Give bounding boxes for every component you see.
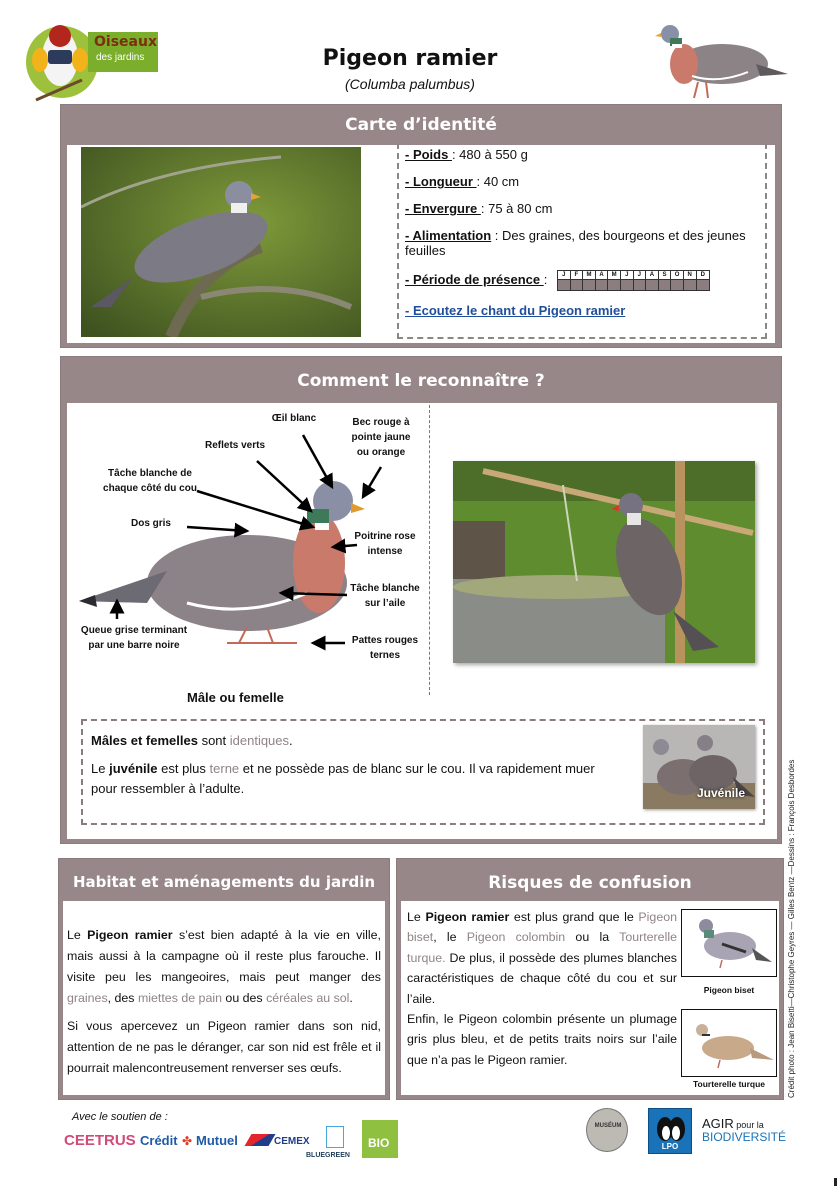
juv-text-2: est plus bbox=[157, 761, 210, 776]
oiseaux-des-jardins-logo bbox=[22, 14, 162, 106]
fact-label: - Longueur bbox=[405, 174, 477, 189]
hab-text: Le bbox=[67, 928, 88, 942]
diagram-caption: Mâle ou femelle bbox=[187, 690, 284, 705]
month-cell bbox=[697, 271, 710, 290]
pigeon-photo-water-basin bbox=[453, 461, 755, 663]
month-cell bbox=[671, 271, 684, 290]
agir-biodiversite-logo bbox=[702, 1118, 786, 1143]
month-presence-fill bbox=[558, 280, 570, 290]
sexes-highlight: identiques bbox=[229, 733, 290, 748]
conf-text: De plus, il possède des plumes blanches caractéristiques de chaque côté du cou et sur l’aile. bbox=[407, 950, 677, 1006]
fact-value: : Des graines, des bourgeons et des jeunes feuilles bbox=[405, 228, 746, 258]
month-presence-fill bbox=[608, 280, 620, 290]
month-cell bbox=[659, 271, 672, 290]
conf-text: Le bbox=[407, 910, 426, 924]
juvenile-caption: Juvénile bbox=[696, 786, 745, 800]
confusion-card-title: Risques de confusion bbox=[488, 873, 692, 893]
conf-bold: Pigeon ramier bbox=[425, 910, 510, 924]
juvenile-photo bbox=[643, 725, 755, 809]
sponsor-logos bbox=[64, 1128, 404, 1164]
identity-facts bbox=[397, 143, 767, 339]
hab-text: ou des bbox=[221, 991, 267, 1005]
month-letter: S bbox=[659, 271, 671, 280]
month-letter: N bbox=[684, 271, 696, 280]
sponsor-mutuel: Mutuel bbox=[196, 1133, 238, 1148]
recognize-card bbox=[60, 356, 782, 844]
conf-text: , le bbox=[433, 930, 467, 945]
month-presence-fill bbox=[571, 280, 583, 290]
label-reflets-verts: Reflets verts bbox=[204, 440, 266, 451]
month-cell bbox=[583, 271, 596, 290]
hab-bold: Pigeon ramier bbox=[87, 928, 173, 942]
fact-diet bbox=[405, 228, 759, 258]
month-presence-fill bbox=[596, 280, 608, 290]
vertical-divider bbox=[429, 405, 430, 695]
month-cell bbox=[621, 271, 634, 290]
lpo-text: LPO bbox=[661, 1142, 679, 1151]
presence-separator: : bbox=[543, 271, 548, 287]
tourterelle-turque-caption: Tourterelle turque bbox=[692, 1079, 766, 1089]
fact-presence bbox=[405, 270, 759, 291]
confusion-paragraph-2: Enfin, le Pigeon colombin présente un plumage gris plus bleu, et de petits traits noirs sur l’aile que n’a pas le Pigeon ramier. bbox=[407, 1012, 677, 1067]
page-title: Pigeon ramier bbox=[322, 46, 498, 71]
juvenile-info-box bbox=[81, 719, 765, 825]
hab-highlight: miettes de pain bbox=[137, 991, 222, 1005]
recognize-card-title: Comment le reconnaître ? bbox=[297, 371, 545, 391]
sexes-sentence bbox=[91, 731, 621, 751]
habitat-paragraph-1 bbox=[67, 925, 381, 1009]
hab-highlight: céréales au sol bbox=[266, 991, 350, 1005]
fact-label: - Poids bbox=[405, 147, 452, 162]
photo-credit: Crédit photo : Jean Bisetti—Christophe Geyres — Gilles Bentz —Dessins : François Desbordes bbox=[787, 759, 796, 1098]
month-presence-fill bbox=[583, 280, 595, 290]
month-letter: J bbox=[634, 271, 646, 280]
month-letter: A bbox=[596, 271, 608, 280]
label-oeil-blanc: Œil blanc bbox=[271, 413, 317, 424]
museum-seal bbox=[586, 1108, 628, 1152]
label-queue: Queue grise terminant par une barre noire bbox=[80, 625, 188, 651]
habitat-card-title: Habitat et aménagements du jardin bbox=[72, 873, 376, 891]
cemex-icon bbox=[245, 1134, 276, 1146]
conf-text: est plus grand que le bbox=[509, 910, 639, 924]
label-pattes: Pattes rouges ternes bbox=[351, 635, 419, 661]
month-cell bbox=[596, 271, 609, 290]
fact-weight bbox=[405, 147, 759, 162]
month-presence-fill bbox=[634, 280, 646, 290]
pigeon-anatomy-diagram bbox=[67, 403, 429, 703]
confusion-card-body bbox=[401, 901, 779, 1095]
juv-bold: juvénile bbox=[109, 761, 158, 776]
fact-length bbox=[405, 174, 759, 189]
month-cell bbox=[558, 271, 571, 290]
support-label: Avec le soutien de : bbox=[72, 1111, 168, 1123]
juv-text-3: et ne possède pas de blanc sur le cou. Il va rapidement muer pour ressembler à l’adulte. bbox=[91, 761, 595, 796]
presence-calendar bbox=[557, 270, 710, 291]
credit-mutuel-icon: ✤ bbox=[182, 1134, 193, 1148]
month-letter: O bbox=[671, 271, 683, 280]
fact-value: : 75 à 80 cm bbox=[480, 201, 553, 216]
juv-highlight: terne bbox=[209, 761, 240, 776]
label-bec: Bec rouge à pointe jaune ou orange bbox=[351, 417, 411, 458]
fact-label: - Période de présence bbox=[405, 271, 544, 287]
sponsor-ceetrus: CEETRUS bbox=[64, 1132, 136, 1149]
month-letter: D bbox=[697, 271, 710, 280]
agir-pour-la: pour la bbox=[733, 1120, 764, 1130]
label-dos-gris: Dos gris bbox=[130, 518, 171, 529]
logo-text-oiseaux: Oiseaux bbox=[94, 34, 157, 50]
conf-text: ou la bbox=[565, 930, 620, 945]
sexes-bold: Mâles et femelles bbox=[91, 733, 198, 748]
identity-card bbox=[60, 104, 782, 348]
month-letter: J bbox=[558, 271, 570, 280]
lpo-logo bbox=[648, 1108, 692, 1154]
fact-wingspan bbox=[405, 201, 759, 216]
confusion-card bbox=[396, 858, 784, 1100]
pigeon-drawing-header bbox=[648, 20, 790, 102]
juv-text-1: Le bbox=[91, 761, 110, 776]
hab-text: . bbox=[349, 991, 353, 1005]
fact-value: : 480 à 550 g bbox=[451, 147, 528, 162]
hab-text: s’est bien adapté à la vie en ville, mais aussi à la campagne où il reste plus farouche. Il visite peu les mangeoires, mais peut manger des bbox=[67, 928, 381, 984]
month-cell bbox=[646, 271, 659, 290]
fact-label: - Envergure bbox=[405, 201, 481, 216]
sponsor-credit: Crédit bbox=[140, 1133, 178, 1148]
month-presence-fill bbox=[621, 280, 633, 290]
bluegreen-icon bbox=[326, 1126, 344, 1148]
month-presence-fill bbox=[684, 280, 696, 290]
agir-text: AGIR bbox=[702, 1116, 734, 1131]
month-cell bbox=[684, 271, 697, 290]
biodiversite-text: BIODIVERSITÉ bbox=[702, 1130, 787, 1144]
identity-card-body bbox=[67, 145, 775, 343]
label-tache-cou: Tâche blanche de chaque côté du cou bbox=[103, 468, 197, 494]
month-presence-fill bbox=[697, 280, 710, 290]
museum-seal-text: MUSÉUM bbox=[594, 1123, 622, 1129]
month-letter: A bbox=[646, 271, 658, 280]
sexes-text: sont bbox=[197, 733, 230, 748]
month-cell bbox=[634, 271, 647, 290]
label-tache-aile: Tâche blanche sur l’aile bbox=[350, 583, 420, 609]
month-letter: F bbox=[571, 271, 583, 280]
logo-text-jardins: des jardins bbox=[96, 52, 145, 63]
habitat-paragraph-2: Si vous apercevez un Pigeon ramier dans son nid, attention de ne pas le déranger, car son nid est frêle et il pourrait malencontreusement renverser ses œufs. bbox=[67, 1019, 381, 1075]
tourterelle-turque-image bbox=[681, 1009, 777, 1077]
juvenile-sentence bbox=[91, 759, 621, 799]
habitat-card-body bbox=[63, 901, 385, 1095]
month-letter: M bbox=[583, 271, 595, 280]
hab-text: , des bbox=[107, 991, 138, 1005]
hab-highlight: graines bbox=[67, 991, 108, 1005]
confusion-text bbox=[407, 907, 677, 1070]
conf-highlight: Pigeon colombin bbox=[466, 930, 566, 945]
identity-card-title: Carte d’identité bbox=[345, 115, 497, 135]
month-presence-fill bbox=[646, 280, 658, 290]
pigeon-biset-caption: Pigeon biset bbox=[703, 985, 755, 995]
page-corner-mark bbox=[834, 1178, 837, 1186]
month-cell bbox=[571, 271, 584, 290]
month-presence-fill bbox=[671, 280, 683, 290]
listen-song-link[interactable]: - Ecoutez le chant du Pigeon ramier bbox=[405, 303, 626, 318]
conf-highlight: Pigeon biset bbox=[407, 910, 677, 945]
pigeon-photo-branch bbox=[81, 147, 361, 337]
sponsor-bluegreen: BLUEGREEN bbox=[306, 1152, 350, 1159]
recognize-card-body bbox=[67, 403, 777, 839]
sponsor-cemex: CEMEX bbox=[274, 1136, 310, 1147]
month-letter: J bbox=[621, 271, 633, 280]
fact-value: : 40 cm bbox=[476, 174, 520, 189]
pigeon-biset-image bbox=[681, 909, 777, 977]
label-poitrine: Poitrine rose intense bbox=[354, 531, 416, 557]
conf-highlight: Tourterelle turque. bbox=[407, 930, 677, 965]
month-cell bbox=[608, 271, 621, 290]
habitat-card bbox=[58, 858, 390, 1100]
month-presence-fill bbox=[659, 280, 671, 290]
page-subtitle: (Columba palumbus) bbox=[345, 76, 475, 92]
month-letter: M bbox=[608, 271, 620, 280]
sponsor-bio: BIO bbox=[368, 1136, 390, 1150]
fact-label: - Alimentation bbox=[405, 228, 492, 243]
sexes-end: . bbox=[289, 733, 293, 748]
